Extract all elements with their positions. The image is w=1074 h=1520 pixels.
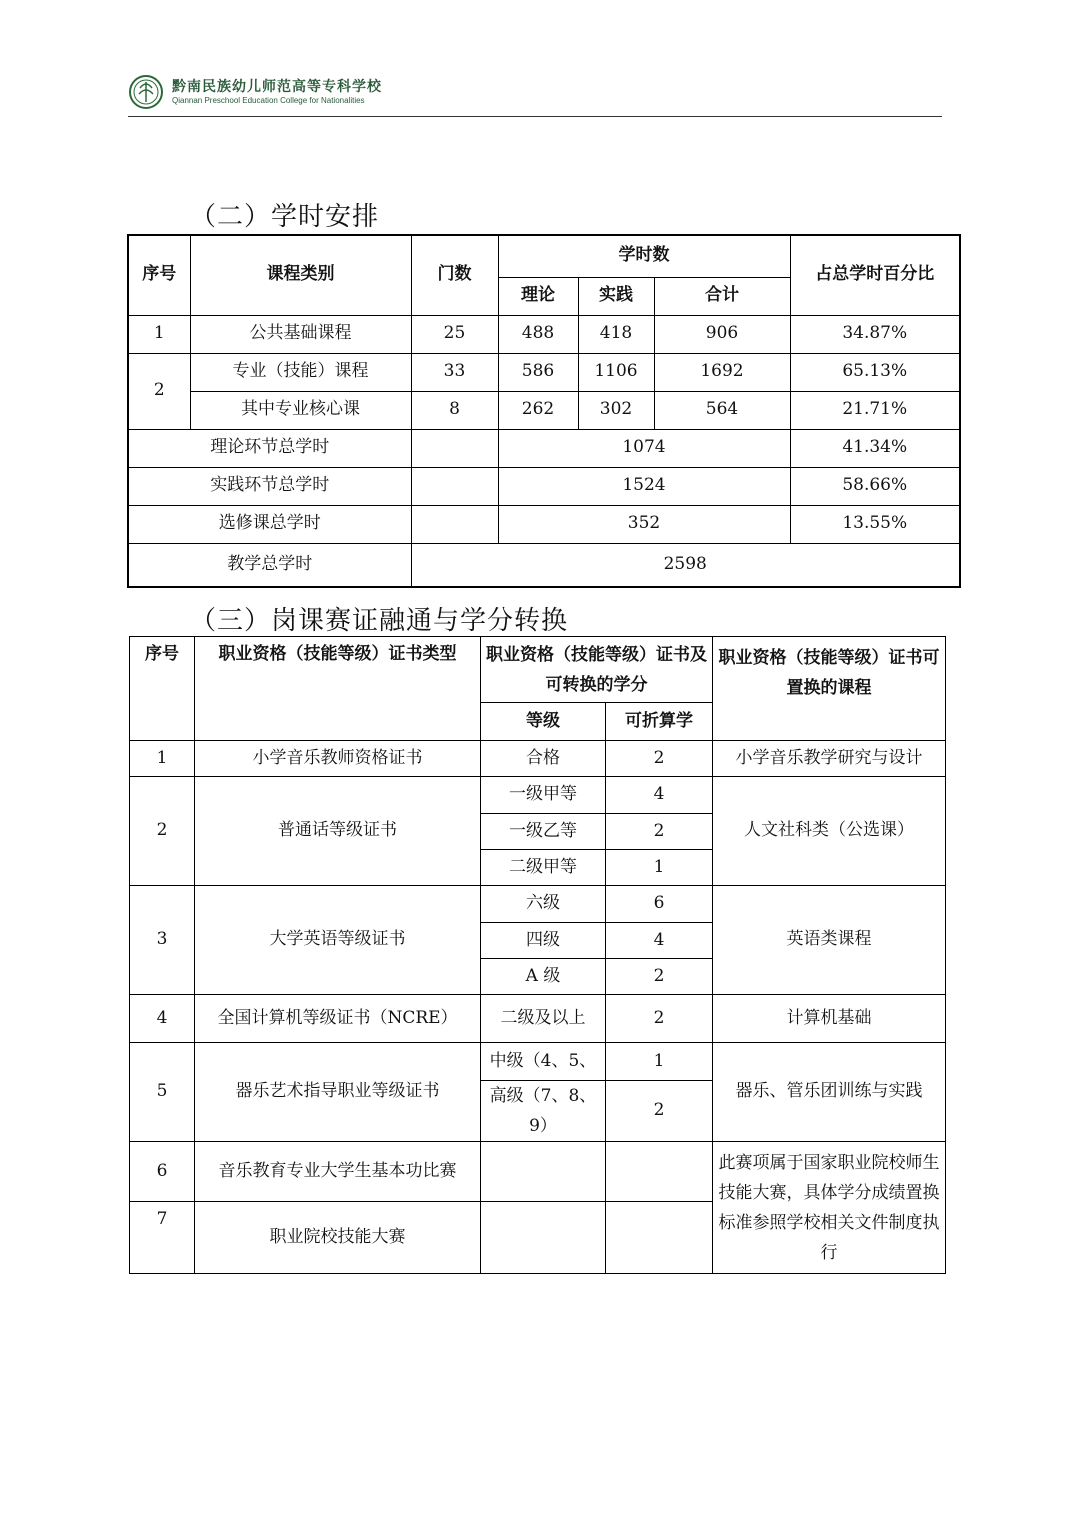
row-level: 一级乙等 bbox=[481, 814, 606, 850]
grand-total-value: 2598 bbox=[411, 543, 960, 587]
grand-total-row bbox=[128, 543, 960, 587]
summary-empty bbox=[411, 505, 498, 543]
row-credit: 6 bbox=[606, 886, 713, 923]
row-total: 1692 bbox=[654, 353, 790, 391]
row-level: 高级（7、8、9） bbox=[481, 1081, 606, 1142]
row-category: 专业（技能）课程 bbox=[190, 353, 411, 391]
row-theory: 488 bbox=[498, 315, 578, 353]
school-name-en: Qiannan Preschool Education College for Nationalities bbox=[172, 96, 365, 105]
row-practice: 302 bbox=[578, 391, 654, 429]
header-hours: 学时数 bbox=[498, 235, 790, 277]
summary-empty bbox=[411, 429, 498, 467]
row-level: 中级（4、5、 bbox=[481, 1043, 606, 1081]
header-practice: 实践 bbox=[578, 277, 654, 315]
row-credit: 2 bbox=[606, 995, 713, 1043]
header-category: 课程类别 bbox=[190, 235, 411, 315]
summary-row bbox=[128, 429, 960, 467]
header-seq: 序号 bbox=[130, 637, 195, 741]
summary-row bbox=[128, 505, 960, 543]
row-credit: 1 bbox=[606, 850, 713, 886]
row-level: 合格 bbox=[481, 741, 606, 777]
row-level: 二级甲等 bbox=[481, 850, 606, 886]
row-course: 器乐、管乐团训练与实践 bbox=[713, 1043, 946, 1142]
grand-total-label: 教学总学时 bbox=[128, 543, 411, 587]
row-level: A 级 bbox=[481, 959, 606, 995]
header-theory: 理论 bbox=[498, 277, 578, 315]
row-credit: 2 bbox=[606, 959, 713, 995]
row-theory: 262 bbox=[498, 391, 578, 429]
school-logo-icon bbox=[128, 74, 164, 110]
row-category: 公共基础课程 bbox=[190, 315, 411, 353]
summary-percent: 13.55% bbox=[790, 505, 960, 543]
table-row bbox=[130, 777, 946, 814]
row-course: 英语类课程 bbox=[713, 886, 946, 995]
summary-label: 实践环节总学时 bbox=[128, 467, 411, 505]
row-seq: 7 bbox=[130, 1202, 195, 1274]
row-seq: 6 bbox=[130, 1142, 195, 1202]
header-seq: 序号 bbox=[128, 235, 190, 315]
section3-title: （三）岗课赛证融通与学分转换 bbox=[190, 606, 569, 636]
row-type: 大学英语等级证书 bbox=[195, 886, 481, 995]
row-percent: 21.71% bbox=[790, 391, 960, 429]
row-practice: 418 bbox=[578, 315, 654, 353]
row-seq: 5 bbox=[130, 1043, 195, 1142]
table-row bbox=[130, 886, 946, 923]
summary-row bbox=[128, 467, 960, 505]
header-credit: 可折算学 bbox=[606, 703, 713, 741]
row-course: 计算机基础 bbox=[713, 995, 946, 1043]
header-total: 合计 bbox=[654, 277, 790, 315]
summary-value: 352 bbox=[498, 505, 790, 543]
row-seq: 2 bbox=[128, 353, 190, 429]
row-type: 小学音乐教师资格证书 bbox=[195, 741, 481, 777]
row-type: 职业院校技能大赛 bbox=[195, 1202, 481, 1274]
row-count: 8 bbox=[411, 391, 498, 429]
row-practice: 1106 bbox=[578, 353, 654, 391]
summary-empty bbox=[411, 467, 498, 505]
row-theory: 586 bbox=[498, 353, 578, 391]
row-level-empty bbox=[481, 1142, 606, 1202]
competition-note: 此赛项属于国家职业院校师生技能大赛，具体学分成绩置换标准参照学校相关文件制度执行 bbox=[713, 1142, 946, 1274]
row-seq: 3 bbox=[130, 886, 195, 995]
row-course: 人文社科类（公选课） bbox=[713, 777, 946, 886]
header-type: 职业资格（技能等级）证书类型 bbox=[195, 637, 481, 741]
row-seq: 4 bbox=[130, 995, 195, 1043]
row-credit: 4 bbox=[606, 777, 713, 814]
summary-label: 理论环节总学时 bbox=[128, 429, 411, 467]
row-count: 33 bbox=[411, 353, 498, 391]
summary-percent: 41.34% bbox=[790, 429, 960, 467]
header-percent: 占总学时百分比 bbox=[790, 235, 960, 315]
header-count: 门数 bbox=[411, 235, 498, 315]
row-level: 一级甲等 bbox=[481, 777, 606, 814]
row-type: 器乐艺术指导职业等级证书 bbox=[195, 1043, 481, 1142]
row-type: 普通话等级证书 bbox=[195, 777, 481, 886]
summary-label: 选修课总学时 bbox=[128, 505, 411, 543]
row-credit: 2 bbox=[606, 814, 713, 850]
header-level: 等级 bbox=[481, 703, 606, 741]
row-course: 小学音乐教学研究与设计 bbox=[713, 741, 946, 777]
row-percent: 65.13% bbox=[790, 353, 960, 391]
row-type: 音乐教育专业大学生基本功比赛 bbox=[195, 1142, 481, 1202]
row-seq: 1 bbox=[128, 315, 190, 353]
row-total: 906 bbox=[654, 315, 790, 353]
row-credit: 1 bbox=[606, 1043, 713, 1081]
row-seq: 1 bbox=[130, 741, 195, 777]
credit-transfer-table bbox=[129, 636, 946, 1274]
row-category: 其中专业核心课 bbox=[190, 391, 411, 429]
row-seq: 2 bbox=[130, 777, 195, 886]
header-cert: 职业资格（技能等级）证书及可转换的学分 bbox=[481, 637, 713, 703]
page-header bbox=[128, 72, 942, 117]
header-course: 职业资格（技能等级）证书可置换的课程 bbox=[713, 637, 946, 741]
table-row bbox=[130, 741, 946, 777]
row-percent: 34.87% bbox=[790, 315, 960, 353]
school-name-cn: 黔南民族幼儿师范高等专科学校 bbox=[172, 79, 382, 95]
row-level-empty bbox=[481, 1202, 606, 1274]
row-level: 二级及以上 bbox=[481, 995, 606, 1043]
row-credit: 2 bbox=[606, 741, 713, 777]
summary-percent: 58.66% bbox=[790, 467, 960, 505]
table-row bbox=[128, 315, 960, 353]
row-total: 564 bbox=[654, 391, 790, 429]
table-row bbox=[128, 353, 960, 391]
row-type: 全国计算机等级证书（NCRE） bbox=[195, 995, 481, 1043]
row-credit: 4 bbox=[606, 923, 713, 959]
hours-table bbox=[127, 234, 961, 588]
row-count: 25 bbox=[411, 315, 498, 353]
summary-value: 1524 bbox=[498, 467, 790, 505]
section2-title: （二）学时安排 bbox=[190, 202, 380, 232]
row-credit-empty bbox=[606, 1202, 713, 1274]
row-level: 四级 bbox=[481, 923, 606, 959]
table-row bbox=[130, 1043, 946, 1081]
table-row bbox=[130, 995, 946, 1043]
summary-value: 1074 bbox=[498, 429, 790, 467]
row-credit-empty bbox=[606, 1142, 713, 1202]
table-row bbox=[130, 1142, 946, 1202]
row-credit: 2 bbox=[606, 1081, 713, 1142]
row-level: 六级 bbox=[481, 886, 606, 923]
table-row bbox=[128, 391, 960, 429]
